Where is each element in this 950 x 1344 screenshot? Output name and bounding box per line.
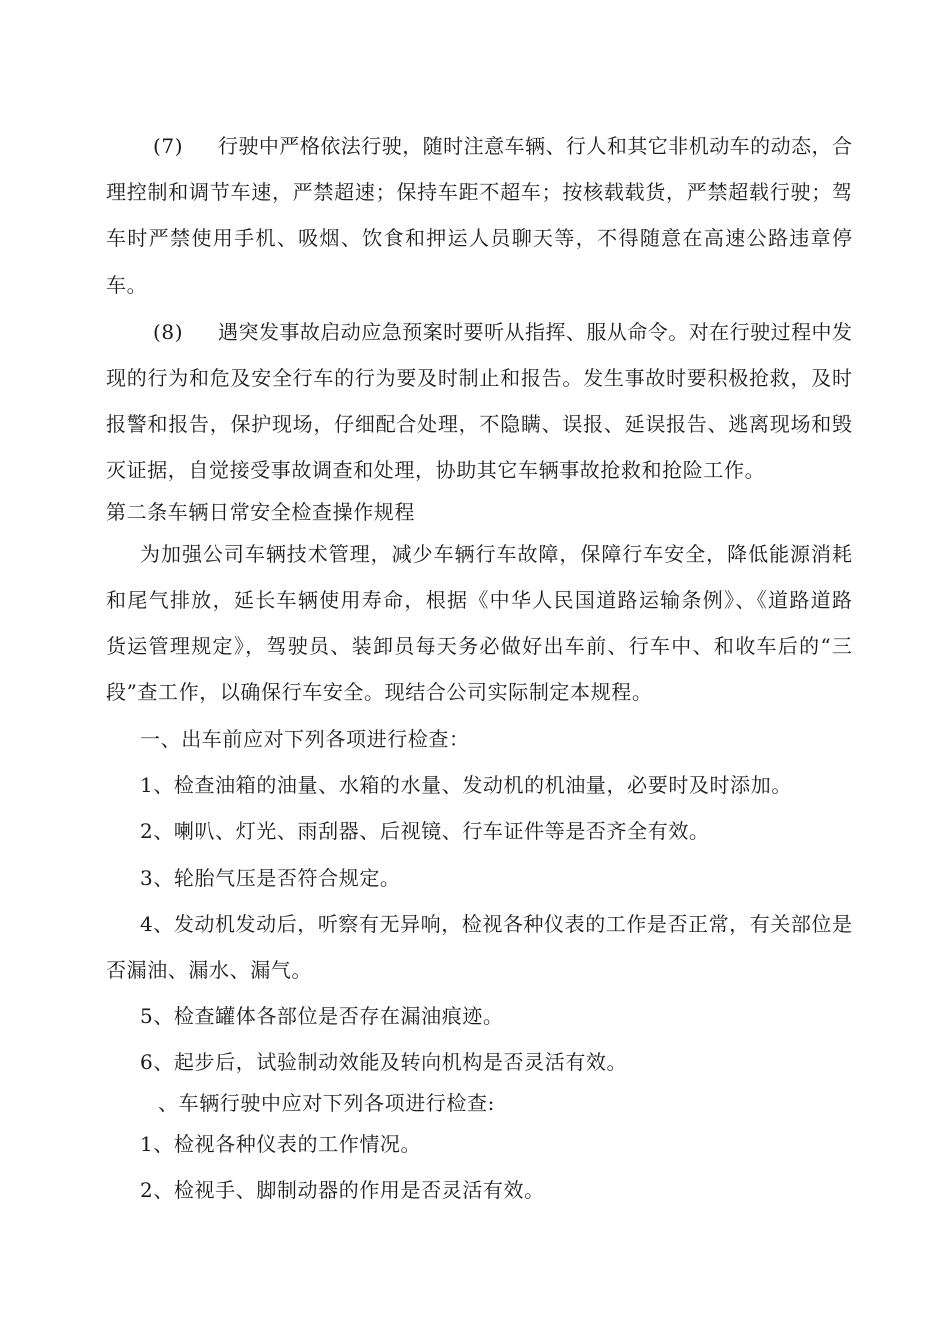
para7-line2: 理控制和调节车速，严禁超速；保持车距不超车；按核载载货，严禁超载行驶；驾 [106, 180, 852, 204]
para8-marker: (8) [153, 320, 184, 344]
intro-line1: 为加强公司车辆技术管理，减少车辆行车故障，保障行车安全，降低能源消耗 [140, 542, 852, 566]
para7-line4: 车。 [106, 273, 148, 297]
intro-line2: 和尾气排放，延长车辆使用寿命，根据《中华人民国道路运输条例》、《道路道路 [106, 588, 852, 612]
para8-line3: 报警和报告，保护现场，仔细配合处理，不隐瞒、误报、延误报告、逃离现场和毁 [106, 412, 852, 436]
section1-item3: 3、轮胎气压是否符合规定。 [140, 866, 401, 890]
section1-item2: 2、喇叭、灯光、雨刮器、后视镜、行车证件等是否齐全有效。 [140, 819, 710, 843]
intro-line3: 货运管理规定》，驾驶员、装卸员每天务必做好出车前、行车中、和收车后的“三 [106, 634, 852, 658]
para7-line1-text: 行驶中严格依法行驶，随时注意车辆、行人和其它非机动车的动态，合 [218, 134, 852, 158]
section1-heading: 一、出车前应对下列各项进行检查： [140, 727, 470, 751]
para7-line1 [218, 134, 852, 158]
section2-item2: 2、检视手、脚制动器的作用是否灵活有效。 [140, 1178, 545, 1202]
para8-line2: 现的行为和危及安全行车的行为要及时制止和报告。发生事故时要积极抢救，及时 [106, 366, 852, 390]
article2-title: 第二条车辆日常安全检查操作规程 [106, 500, 415, 524]
section1-item6: 6、起步后，试验制动效能及转向机构是否灵活有效。 [140, 1050, 628, 1074]
section1-item5: 5、检查罐体各部位是否存在漏油痕迹。 [140, 1004, 504, 1028]
section2-item1: 1、检视各种仪表的工作情况。 [140, 1132, 422, 1156]
para7-marker: (7) [153, 134, 184, 158]
intro-line4: 段”查工作，以确保行车安全。现结合公司实际制定本规程。 [106, 680, 653, 704]
para8-line1: 遇突发事故启动应急预案时要听从指挥、服从命令。对在行驶过程中发 [218, 320, 852, 344]
section2-heading: 、车辆行驶中应对下列各项进行检查: [158, 1091, 495, 1115]
section1-item1: 1、检查油箱的油量、水箱的水量、发动机的机油量，必要时及时添加。 [140, 773, 792, 797]
para7-line3: 车时严禁使用手机、吸烟、饮食和押运人员聊天等，不得随意在高速公路违章停 [106, 226, 852, 250]
para8-line4: 灭证据，自觉接受事故调查和处理，协助其它车辆事故抢救和抢险工作。 [106, 458, 766, 482]
section1-item4-line1: 4、发动机发动后，听察有无异响，检视各种仪表的工作是否正常，有关部位是 [140, 912, 852, 936]
section1-item4-line2: 否漏油、漏水、漏气。 [106, 958, 312, 982]
